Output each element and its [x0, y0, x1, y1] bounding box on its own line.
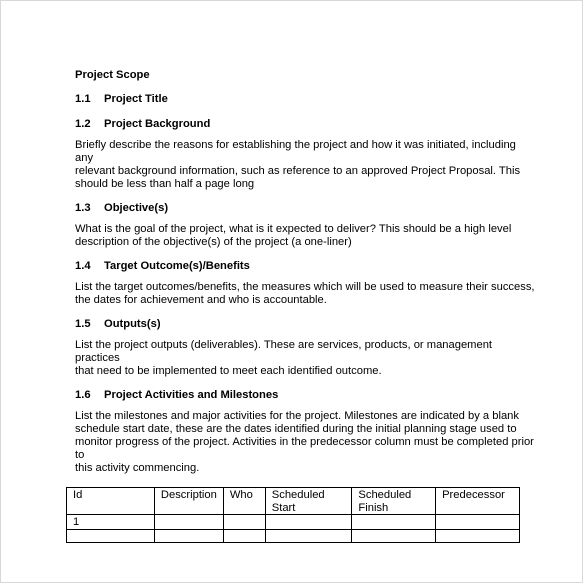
table-cell — [436, 515, 520, 530]
table-header-cell: Scheduled Start — [265, 488, 352, 515]
body-line: What is the goal of the project, what is it expected to deliver? This should be a high level — [75, 223, 512, 235]
section-heading-text: Project Title — [104, 93, 168, 105]
table-header-cell: Description — [154, 488, 223, 515]
table-header-cell: Predecessor — [436, 488, 520, 515]
body-line: List the project outputs (deliverables). These are services, products, or management practices — [75, 339, 493, 364]
table-cell — [265, 529, 352, 542]
table-row — [67, 529, 520, 542]
table-cell — [67, 529, 155, 542]
table-header-cell: Scheduled Finish — [352, 488, 436, 515]
section-heading-project-title — [75, 93, 535, 106]
table-header-cell: Who — [223, 488, 265, 515]
body-line: this activity commencing. — [75, 462, 200, 474]
body-line: schedule start date, these are the dates identified during the initial planning stage used to — [75, 423, 517, 435]
body-line: Briefly describe the reasons for establishing the project and how it was initiated, including any — [75, 139, 516, 164]
table-cell — [223, 529, 265, 542]
document-content — [75, 69, 535, 543]
table-cell: 1 — [67, 515, 155, 530]
section-number: 1.2 — [75, 118, 91, 130]
section-heading-text: Objective(s) — [104, 202, 169, 214]
table-cell — [436, 529, 520, 542]
section-number: 1.6 — [75, 389, 91, 401]
section-body-background — [75, 139, 535, 191]
document-title: Project Scope — [75, 69, 150, 81]
table-cell — [352, 529, 436, 542]
body-line: List the milestones and major activities for the project. Milestones are indicated by a blank — [75, 410, 519, 422]
section-body-objectives — [75, 223, 535, 249]
section-heading-text: Project Background — [104, 118, 211, 130]
section-heading-outputs — [75, 318, 535, 331]
section-number: 1.1 — [75, 93, 91, 105]
body-line: monitor progress of the project. Activities in the predecessor column must be completed prior to — [75, 436, 534, 461]
body-line: List the target outcomes/benefits, the measures which will be used to measure their success, — [75, 281, 535, 293]
table-cell — [352, 515, 436, 530]
table-row — [67, 515, 520, 530]
section-heading-activities-milestones — [75, 389, 535, 402]
body-line: that need to be implemented to meet each identified outcome. — [75, 365, 382, 377]
section-heading-text: Project Activities and Milestones — [104, 389, 279, 401]
body-line: relevant background information, such as reference to an approved Project Proposal. This — [75, 165, 521, 177]
section-number: 1.5 — [75, 318, 91, 330]
table-header-cell: Id — [67, 488, 155, 515]
table-cell — [154, 515, 223, 530]
section-heading-target-outcomes — [75, 260, 535, 273]
body-line: the dates for achievement and who is accountable. — [75, 294, 327, 306]
table-cell — [265, 515, 352, 530]
body-line: description of the objective(s) of the project (a one-liner) — [75, 236, 352, 248]
section-heading-objectives — [75, 202, 535, 215]
section-body-activities — [75, 410, 535, 475]
section-heading-project-background — [75, 118, 535, 131]
section-number: 1.3 — [75, 202, 91, 214]
milestones-table — [66, 487, 520, 543]
body-line: should be less than half a page long — [75, 178, 255, 190]
table-cell — [223, 515, 265, 530]
section-body-outputs — [75, 339, 535, 378]
section-heading-text: Target Outcome(s)/Benefits — [104, 260, 250, 272]
table-cell — [154, 529, 223, 542]
section-heading-text: Outputs(s) — [104, 318, 161, 330]
section-body-target-outcomes — [75, 281, 535, 307]
section-number: 1.4 — [75, 260, 91, 272]
table-header-row — [67, 488, 520, 515]
